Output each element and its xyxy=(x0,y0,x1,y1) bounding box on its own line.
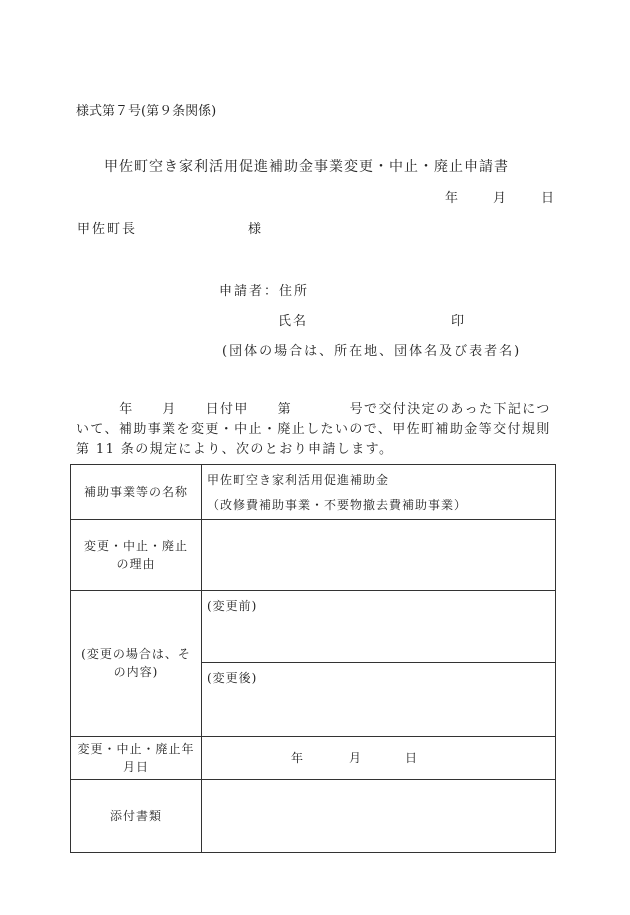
application-body-text: 年 月 日付甲 第 号で交付決定のあった下記について、補助事業を変更・中止・廃止したいので、甲佐町補助金等交付規則第 11 条の規定により、次のとおり申請します。 xyxy=(76,402,551,457)
change-content-label: (変更の場合は、その内容) xyxy=(81,647,191,679)
seal-mark: 印 xyxy=(451,314,465,329)
table-row-divider xyxy=(71,519,556,520)
form-number: 様式第７号(第９条関係) xyxy=(76,104,217,119)
date-month: 月 xyxy=(493,191,507,206)
applicant-note: (団体の場合は、所在地、団体名及び表者名) xyxy=(222,344,522,359)
table-date-day: 日 xyxy=(405,751,418,765)
attachments-label: 添付書類 xyxy=(109,809,162,823)
table-row-divider xyxy=(71,590,556,591)
date-label: 変更・中止・廃止年月日 xyxy=(77,742,195,774)
addressee-name: 甲佐町長 xyxy=(77,222,138,237)
project-name-value: 甲佐町空き家利活用促進補助金 xyxy=(207,473,390,487)
table-row-divider xyxy=(71,779,556,780)
table-row-divider xyxy=(201,662,556,663)
table-date-month: 月 xyxy=(349,751,362,765)
project-name-label: 補助事業等の名称 xyxy=(83,485,188,499)
date-year: 年 xyxy=(445,191,459,206)
document-title: 甲佐町空き家利活用促進補助金事業変更・中止・廃止申請書 xyxy=(104,159,509,175)
table-row-divider xyxy=(71,736,556,737)
addressee-honorific: 様 xyxy=(248,222,262,237)
applicant-address-label: 申請者：住所 xyxy=(219,284,310,299)
date-day: 日 xyxy=(541,191,555,206)
change-after-label: (変更後) xyxy=(207,671,258,685)
reason-label: 変更・中止・廃止の理由 xyxy=(83,539,188,571)
change-before-label: (変更前) xyxy=(207,599,258,613)
applicant-name-label: 氏名 xyxy=(278,314,309,329)
table-date-year: 年 xyxy=(291,751,304,765)
application-form-table xyxy=(70,464,556,853)
project-name-subtype: （改修費補助事業・不要物撤去費補助事業） xyxy=(207,498,468,512)
table-column-divider xyxy=(201,465,202,853)
